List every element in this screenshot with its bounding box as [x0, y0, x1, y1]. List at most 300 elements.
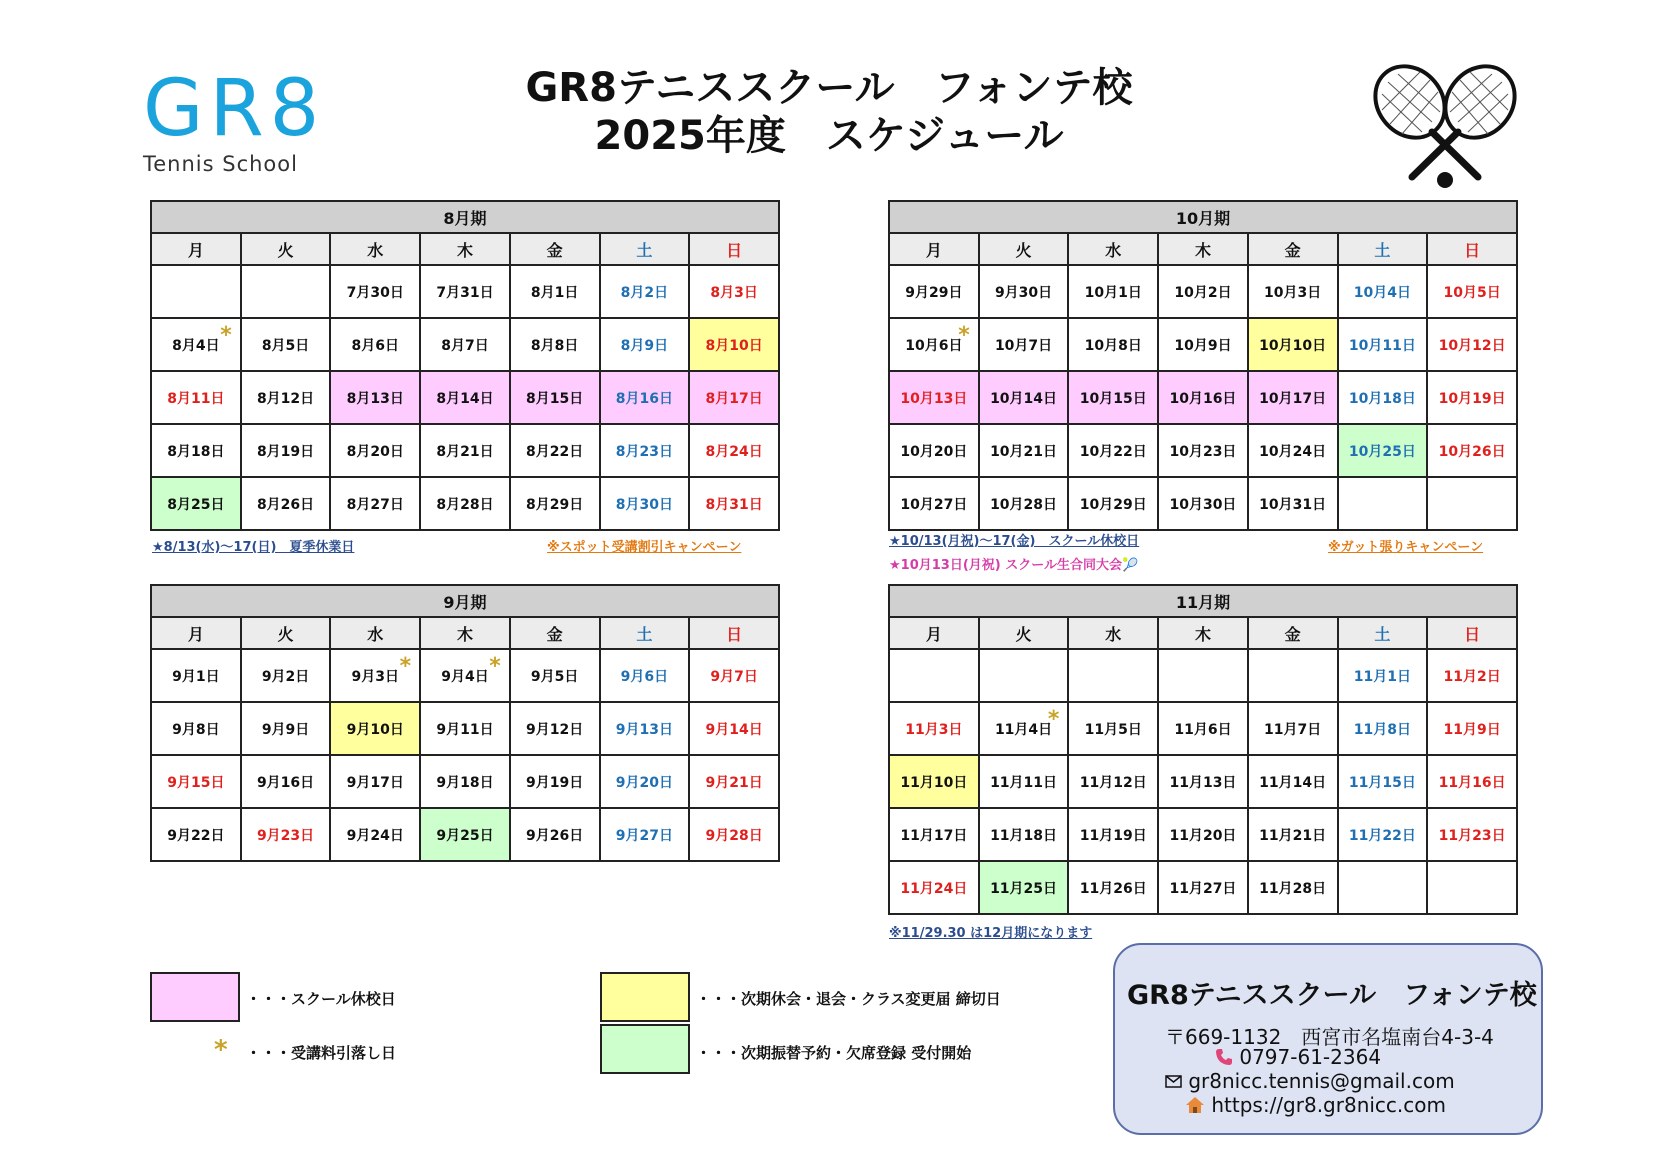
- oct-note-tournament: ★10月13日(月祝) スクール生合同大会🎾: [889, 558, 1139, 573]
- date-label: 8月23日: [615, 443, 673, 460]
- date-cell: [600, 755, 690, 808]
- date-label: 11月21日: [1259, 827, 1327, 844]
- date-label: 9月2日: [261, 668, 310, 685]
- date-label: 10月28日: [990, 496, 1058, 513]
- date-label: 8月10日: [705, 337, 763, 354]
- date-label: 11月26日: [1079, 880, 1147, 897]
- week-row: [889, 265, 1517, 318]
- logo-main-text: GR8: [143, 64, 326, 154]
- date-cell: [979, 424, 1069, 477]
- date-cell: [1338, 318, 1428, 371]
- date-label: 8月20日: [346, 443, 404, 460]
- date-label: 8月9日: [620, 337, 669, 354]
- date-label: 10月1日: [1084, 284, 1142, 301]
- dow-wed: 水: [330, 617, 420, 649]
- oct-note-campaign: ※ガット張りキャンペーン: [1328, 540, 1484, 555]
- date-cell: [1068, 861, 1158, 914]
- week-row: [151, 371, 779, 424]
- date-cell: [1158, 861, 1248, 914]
- date-cell: [600, 808, 690, 861]
- date-label: 10月27日: [900, 496, 968, 513]
- date-cell: [330, 649, 420, 702]
- date-cell: [689, 808, 779, 861]
- date-label: 10月8日: [1084, 337, 1142, 354]
- date-label: 9月23日: [256, 827, 315, 844]
- date-label: 10月15日: [1079, 390, 1147, 407]
- date-label: 9月25日: [436, 827, 494, 844]
- date-cell: [420, 318, 510, 371]
- date-cell: [1338, 371, 1428, 424]
- date-cell: [330, 808, 420, 861]
- date-label: 9月14日: [705, 721, 763, 738]
- date-cell: [1158, 265, 1248, 318]
- date-cell: [241, 371, 331, 424]
- info-email[interactable]: gr8nicc.tennis@gmail.com: [1188, 1069, 1455, 1093]
- legend-yellow-swatch: [600, 972, 690, 1022]
- week-row: [889, 702, 1517, 755]
- empty-cell: [1158, 649, 1248, 702]
- date-label: 11月12日: [1079, 774, 1147, 791]
- date-label: 8月26日: [256, 496, 315, 513]
- dow-fri: 金: [1248, 617, 1338, 649]
- deduction-asterisk-icon: *: [220, 323, 232, 348]
- date-label: 11月7日: [1264, 721, 1322, 738]
- date-label: 10月30日: [1169, 496, 1237, 513]
- date-label: 9月1日: [172, 668, 220, 685]
- week-row: [889, 371, 1517, 424]
- date-label: 10月9日: [1174, 337, 1232, 354]
- date-cell: [600, 265, 690, 318]
- date-cell: [979, 477, 1069, 530]
- date-label: 10月23日: [1169, 443, 1237, 460]
- dow-mon: 月: [889, 617, 979, 649]
- calendar-body: [151, 265, 779, 530]
- aug-note-campaign: ※スポット受講割引キャンペーン: [547, 540, 742, 555]
- date-label: 10月13日: [900, 390, 968, 407]
- date-cell: [689, 424, 779, 477]
- calendar-body: [889, 265, 1517, 530]
- date-label: 11月9日: [1443, 721, 1501, 738]
- dow-wed: 水: [1068, 233, 1158, 265]
- date-label: 11月1日: [1353, 668, 1411, 685]
- logo-sub-text: Tennis School: [143, 152, 298, 176]
- date-cell: [1427, 755, 1517, 808]
- date-cell: [1427, 424, 1517, 477]
- date-label: 9月7日: [710, 668, 758, 685]
- date-label: 8月28日: [436, 496, 494, 513]
- date-label: 8月15日: [526, 390, 584, 407]
- date-cell: [689, 477, 779, 530]
- date-label: 8月11日: [167, 390, 225, 407]
- date-cell: [1338, 649, 1428, 702]
- date-label: 11月5日: [1084, 721, 1142, 738]
- info-url-row: [1185, 1093, 1446, 1117]
- date-label: 10月26日: [1438, 443, 1506, 460]
- legend-pink-swatch: [150, 972, 240, 1022]
- date-cell: [330, 755, 420, 808]
- date-cell: [510, 702, 600, 755]
- dow-sun: 日: [689, 617, 779, 649]
- week-row: [889, 861, 1517, 914]
- date-cell: [689, 702, 779, 755]
- date-cell: [1248, 265, 1338, 318]
- date-cell: [889, 371, 979, 424]
- date-cell: [1068, 755, 1158, 808]
- date-cell: [151, 477, 241, 530]
- date-label: 11月28日: [1259, 880, 1327, 897]
- date-cell: [1158, 755, 1248, 808]
- legend-asterisk-icon: *: [214, 1035, 228, 1065]
- dow-wed: 水: [1068, 617, 1158, 649]
- calendar-title: 10月期: [889, 201, 1517, 233]
- date-label: 11月6日: [1174, 721, 1232, 738]
- date-label: 8月5日: [261, 337, 310, 354]
- date-label: 10月16日: [1169, 390, 1237, 407]
- date-label: 9月16日: [256, 774, 315, 791]
- date-label: 8月14日: [436, 390, 494, 407]
- date-label: 8月16日: [615, 390, 673, 407]
- date-label: 9月12日: [526, 721, 584, 738]
- date-cell: [889, 265, 979, 318]
- dow-tue: 火: [979, 617, 1069, 649]
- date-label: 10月2日: [1174, 284, 1232, 301]
- date-label: 10月12日: [1438, 337, 1506, 354]
- date-cell: [330, 477, 420, 530]
- date-label: 9月24日: [346, 827, 404, 844]
- empty-cell: [1338, 477, 1428, 530]
- date-cell: [1248, 755, 1338, 808]
- date-label: 11月8日: [1353, 721, 1411, 738]
- dow-sat: 土: [600, 233, 690, 265]
- date-cell: [1158, 702, 1248, 755]
- date-label: 9月10日: [346, 721, 404, 738]
- date-label: 9月5日: [530, 668, 579, 685]
- week-row: [151, 808, 779, 861]
- date-cell: [1427, 808, 1517, 861]
- date-cell: [1248, 371, 1338, 424]
- calendar-october: [888, 200, 1518, 531]
- empty-cell: [1248, 649, 1338, 702]
- date-label: 8月25日: [167, 496, 225, 513]
- date-cell: [420, 649, 510, 702]
- date-cell: [1248, 424, 1338, 477]
- phone-icon: [1215, 1048, 1233, 1066]
- date-cell: [1068, 318, 1158, 371]
- date-cell: [420, 702, 510, 755]
- date-label: 11月10日: [900, 774, 968, 791]
- date-cell: [1427, 265, 1517, 318]
- week-row: [889, 318, 1517, 371]
- date-label: 8月18日: [167, 443, 225, 460]
- date-cell: [889, 318, 979, 371]
- legend-green-text: ・・・次期振替予約・欠席登録 受付開始: [696, 1044, 972, 1062]
- date-cell: [889, 702, 979, 755]
- tennis-rackets-icon: [1360, 62, 1530, 192]
- week-row: [151, 702, 779, 755]
- date-cell: [1248, 808, 1338, 861]
- date-cell: [151, 649, 241, 702]
- date-cell: [241, 649, 331, 702]
- dow-thu: 木: [420, 617, 510, 649]
- date-label: 9月18日: [436, 774, 494, 791]
- week-row: [889, 477, 1517, 530]
- empty-cell: [1427, 861, 1517, 914]
- date-label: 7月31日: [436, 284, 494, 301]
- aug-note-holiday: ★8/13(水)〜17(日) 夏季休業日: [152, 540, 355, 555]
- date-cell: [420, 424, 510, 477]
- date-cell: [151, 808, 241, 861]
- week-row: [151, 755, 779, 808]
- empty-cell: [979, 649, 1069, 702]
- date-label: 11月18日: [990, 827, 1058, 844]
- date-label: 8月24日: [705, 443, 763, 460]
- date-label: 10月17日: [1259, 390, 1327, 407]
- date-label: 9月6日: [620, 668, 669, 685]
- date-cell: [979, 371, 1069, 424]
- date-cell: [979, 318, 1069, 371]
- deduction-asterisk-icon: *: [399, 654, 412, 679]
- home-icon: [1185, 1096, 1205, 1114]
- date-label: 10月5日: [1443, 284, 1501, 301]
- date-cell: [600, 702, 690, 755]
- date-cell: [151, 424, 241, 477]
- date-cell: [151, 702, 241, 755]
- dow-wed: 水: [330, 233, 420, 265]
- date-label: 10月6日: [905, 337, 963, 354]
- date-label: 9月8日: [172, 721, 220, 738]
- date-label: 9月19日: [526, 774, 584, 791]
- school-info-box: [1113, 943, 1543, 1135]
- date-cell: [510, 265, 600, 318]
- date-cell: [151, 318, 241, 371]
- date-label: 10月14日: [990, 390, 1058, 407]
- info-phone-row: [1215, 1045, 1381, 1069]
- date-cell: [979, 702, 1069, 755]
- date-cell: [1158, 318, 1248, 371]
- date-label: 9月3日: [351, 668, 399, 685]
- date-label: 11月3日: [905, 721, 963, 738]
- date-cell: [151, 755, 241, 808]
- date-label: 9月29日: [905, 284, 963, 301]
- empty-cell: [1338, 861, 1428, 914]
- date-label: 7月30日: [346, 284, 404, 301]
- date-cell: [330, 424, 420, 477]
- date-cell: [600, 477, 690, 530]
- dow-sat: 土: [1338, 617, 1428, 649]
- date-label: 9月21日: [705, 774, 763, 791]
- date-cell: [420, 265, 510, 318]
- date-cell: [600, 318, 690, 371]
- oct-note-closure: ★10/13(月祝)〜17(金) スクール休校日: [889, 534, 1140, 549]
- date-label: 11月11日: [990, 774, 1058, 791]
- date-cell: [151, 371, 241, 424]
- date-label: 9月13日: [615, 721, 673, 738]
- date-label: 10月22日: [1079, 443, 1147, 460]
- date-label: 10月29日: [1079, 496, 1147, 513]
- date-label: 9月11日: [436, 721, 494, 738]
- week-row: [889, 649, 1517, 702]
- dow-tue: 火: [979, 233, 1069, 265]
- date-label: 8月17日: [705, 390, 763, 407]
- date-label: 10月20日: [900, 443, 968, 460]
- dow-fri: 金: [510, 233, 600, 265]
- info-mail-row: [1165, 1069, 1455, 1093]
- date-cell: [1158, 371, 1248, 424]
- date-label: 11月20日: [1169, 827, 1237, 844]
- legend-green-swatch: [600, 1024, 690, 1074]
- deduction-asterisk-icon: *: [1047, 707, 1060, 732]
- date-cell: [1068, 808, 1158, 861]
- dow-sun: 日: [689, 233, 779, 265]
- date-cell: [241, 755, 331, 808]
- date-label: 8月3日: [710, 284, 758, 301]
- date-label: 10月25日: [1348, 443, 1416, 460]
- date-label: 9月30日: [994, 284, 1053, 301]
- calendar-august: [150, 200, 780, 531]
- date-cell: [1068, 477, 1158, 530]
- date-cell: [1427, 649, 1517, 702]
- date-cell: [600, 424, 690, 477]
- date-cell: [689, 755, 779, 808]
- date-cell: [1158, 424, 1248, 477]
- date-label: 8月1日: [530, 284, 579, 301]
- empty-cell: [241, 265, 331, 318]
- date-label: 11月13日: [1169, 774, 1237, 791]
- date-label: 11月24日: [900, 880, 968, 897]
- date-cell: [241, 702, 331, 755]
- date-label: 11月25日: [990, 880, 1058, 897]
- date-cell: [1158, 477, 1248, 530]
- week-row: [889, 424, 1517, 477]
- date-label: 9月15日: [167, 774, 225, 791]
- date-cell: [979, 755, 1069, 808]
- date-cell: [420, 477, 510, 530]
- calendar-november: [888, 584, 1518, 915]
- date-cell: [420, 371, 510, 424]
- week-row: [151, 318, 779, 371]
- date-label: 11月22日: [1348, 827, 1416, 844]
- calendar-title: 9月期: [151, 585, 779, 617]
- dow-fri: 金: [1248, 233, 1338, 265]
- date-label: 11月15日: [1348, 774, 1416, 791]
- week-row: [151, 265, 779, 318]
- date-label: 11月14日: [1259, 774, 1327, 791]
- date-label: 9月4日: [441, 668, 489, 685]
- date-label: 9月17日: [346, 774, 404, 791]
- date-label: 9月28日: [705, 827, 763, 844]
- calendar-body: [889, 649, 1517, 914]
- week-row: [151, 477, 779, 530]
- deduction-asterisk-icon: *: [958, 323, 970, 348]
- date-cell: [600, 371, 690, 424]
- date-cell: [889, 861, 979, 914]
- date-label: 11月19日: [1079, 827, 1147, 844]
- date-cell: [1158, 808, 1248, 861]
- date-label: 10月21日: [990, 443, 1058, 460]
- date-label: 11月2日: [1443, 668, 1501, 685]
- date-label: 9月9日: [261, 721, 310, 738]
- dow-mon: 月: [889, 233, 979, 265]
- date-cell: [889, 755, 979, 808]
- info-url[interactable]: https://gr8.gr8nicc.com: [1211, 1093, 1446, 1117]
- mail-icon: [1165, 1075, 1182, 1088]
- date-cell: [510, 477, 600, 530]
- title-line2: 2025年度 スケジュール: [594, 113, 1064, 159]
- legend-pink-text: ・・・スクール休校日: [246, 990, 396, 1008]
- info-address: 〒669-1132 西宮市名塩南台4-3-4: [1165, 1025, 1494, 1049]
- date-cell: [1068, 702, 1158, 755]
- date-label: 8月4日: [172, 337, 220, 354]
- date-label: 9月20日: [615, 774, 673, 791]
- date-label: 10月18日: [1348, 390, 1416, 407]
- week-row: [889, 808, 1517, 861]
- date-cell: [1338, 808, 1428, 861]
- date-cell: [330, 318, 420, 371]
- date-label: 10月31日: [1259, 496, 1327, 513]
- date-cell: [1427, 702, 1517, 755]
- empty-cell: [1427, 477, 1517, 530]
- date-cell: [979, 265, 1069, 318]
- dow-thu: 木: [1158, 233, 1248, 265]
- date-cell: [1338, 424, 1428, 477]
- legend-asterisk-text: ・・・受講料引落し日: [246, 1044, 397, 1062]
- week-row: [889, 755, 1517, 808]
- date-cell: [1248, 477, 1338, 530]
- date-label: 8月8日: [530, 337, 579, 354]
- date-label: 11月16日: [1438, 774, 1506, 791]
- date-label: 11月27日: [1169, 880, 1237, 897]
- date-cell: [510, 424, 600, 477]
- info-phone: 0797-61-2364: [1239, 1045, 1382, 1069]
- calendar-title: 8月期: [151, 201, 779, 233]
- date-label: 8月27日: [346, 496, 404, 513]
- date-cell: [420, 808, 510, 861]
- date-cell: [241, 424, 331, 477]
- date-cell: [1338, 755, 1428, 808]
- date-label: 10月4日: [1353, 284, 1411, 301]
- date-cell: [1068, 371, 1158, 424]
- date-cell: [1338, 265, 1428, 318]
- date-cell: [241, 808, 331, 861]
- dow-thu: 木: [1158, 617, 1248, 649]
- calendar-body: [151, 649, 779, 861]
- dow-sat: 土: [1338, 233, 1428, 265]
- date-cell: [689, 265, 779, 318]
- date-label: 9月27日: [615, 827, 673, 844]
- date-cell: [1338, 702, 1428, 755]
- date-label: 11月4日: [994, 721, 1053, 738]
- date-cell: [241, 477, 331, 530]
- date-cell: [330, 265, 420, 318]
- date-cell: [510, 318, 600, 371]
- date-cell: [241, 318, 331, 371]
- date-cell: [689, 649, 779, 702]
- date-label: 10月24日: [1259, 443, 1327, 460]
- date-cell: [510, 649, 600, 702]
- empty-cell: [151, 265, 241, 318]
- dow-thu: 木: [420, 233, 510, 265]
- date-label: 8月19日: [256, 443, 315, 460]
- date-cell: [979, 861, 1069, 914]
- date-label: 8月13日: [346, 390, 404, 407]
- date-label: 8月7日: [441, 337, 489, 354]
- date-cell: [1248, 318, 1338, 371]
- date-cell: [1068, 265, 1158, 318]
- date-cell: [1248, 861, 1338, 914]
- date-cell: [689, 371, 779, 424]
- date-cell: [689, 318, 779, 371]
- date-label: 10月3日: [1264, 284, 1322, 301]
